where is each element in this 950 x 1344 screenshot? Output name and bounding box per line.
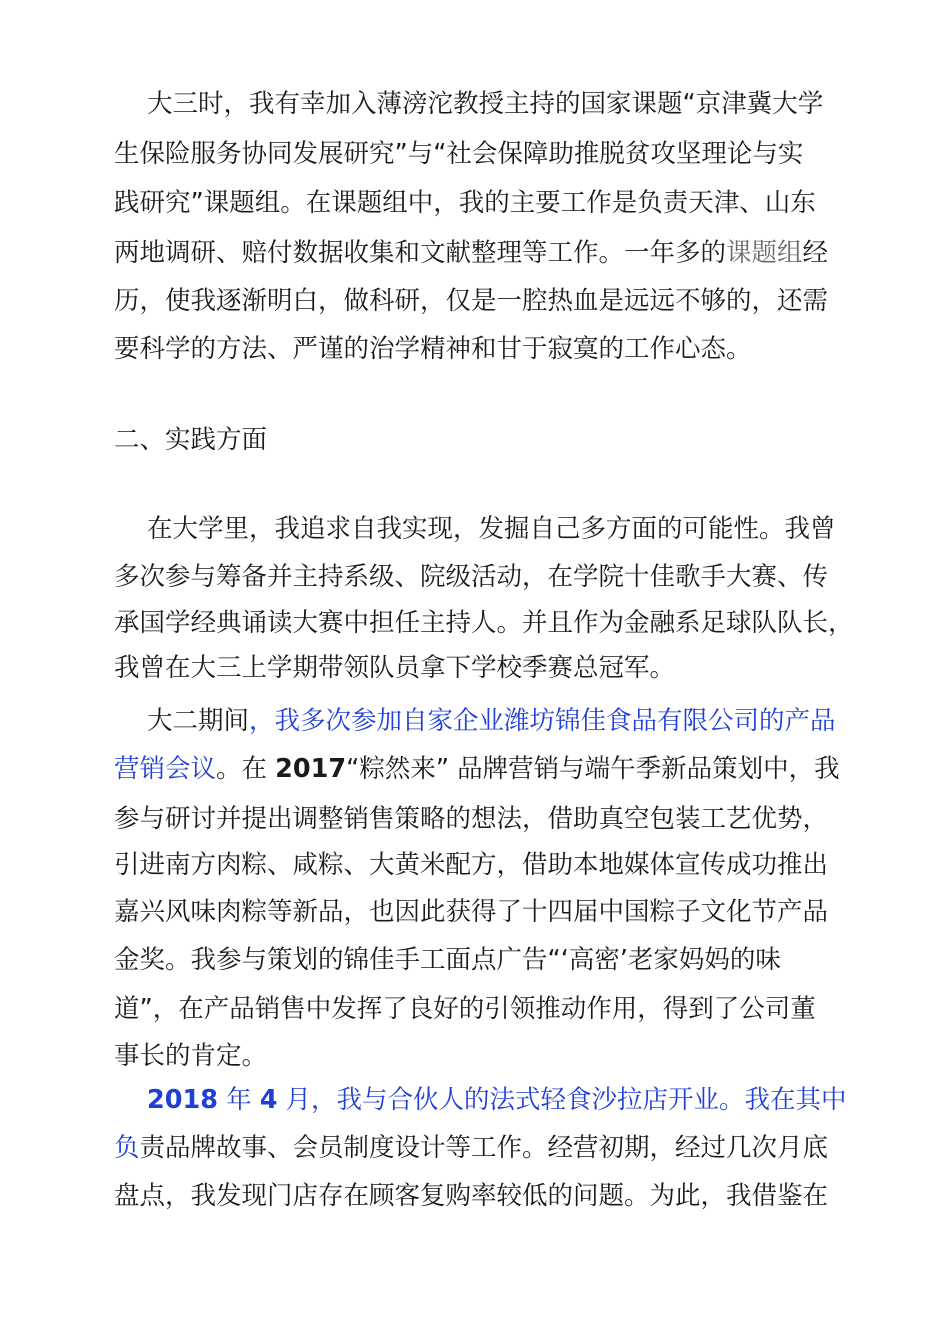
highlighted-text: 负 xyxy=(114,1133,140,1163)
highlighted-text: ，我多次参加自家企业潍坊锦佳食品有限公司的产品 xyxy=(249,706,836,736)
paragraph-line: 大三时，我有幸加入薄滂沱教授主持的国家课题“京津冀大学 xyxy=(147,89,824,119)
paragraph-line: 承国学经典诵读大赛中担任主持人。并且作为金融系足球队队长， xyxy=(114,608,854,638)
year-text: 2017 xyxy=(275,754,347,784)
paragraph-line: 盘点，我发现门店存在顾客复购率较低的问题。为此，我借鉴在 xyxy=(114,1181,829,1211)
paragraph-line xyxy=(114,237,828,269)
paragraph-line: 历，使我逐渐明白，做科研，仅是一腔热血是远远不够的，还需 xyxy=(114,286,829,316)
paragraph-line: 引进南方肉粽、咸粽、大黄米配方，借助本地媒体宣传成功推出 xyxy=(114,850,829,880)
text-run: 经 xyxy=(802,238,829,268)
text-run: “粽然来” 品牌营销与端午季新品策划中，我 xyxy=(346,754,840,784)
paragraph-line: 要科学的方法、严谨的治学精神和甘于寂寞的工作心态。 xyxy=(114,334,752,364)
paragraph-line xyxy=(147,1084,847,1116)
paragraph-line: 参与研讨并提出调整销售策略的想法，借助真空包装工艺优势， xyxy=(114,804,829,834)
paragraph-line: 嘉兴风味肉粽等新品，也因此获得了十四届中国粽子文化节产品 xyxy=(114,897,829,927)
text-run: 责品牌故事、会员制度设计等工作。经营初期，经过几次月底 xyxy=(139,1133,829,1163)
text-run: 。在 xyxy=(216,754,276,784)
muted-text: 课题组 xyxy=(726,238,803,268)
paragraph-line: 生保险服务协同发展研究”与“社会保障助推脱贫攻坚理论与实 xyxy=(114,139,804,169)
paragraph-line: 多次参与筹备并主持系级、院级活动，在学院十佳歌手大赛、传 xyxy=(114,562,829,592)
paragraph-line: 金奖。我参与策划的锦佳手工面点广告“‘高密’老家妈妈的味 xyxy=(114,945,781,975)
text-run: 年 xyxy=(217,1085,260,1115)
highlighted-text: 营销会议 xyxy=(114,754,217,784)
year-text: 2018 xyxy=(147,1085,218,1115)
highlighted-text: 月，我与合伙人的法式轻食沙拉店开业。我在其中 xyxy=(277,1085,847,1115)
section-heading: 二、实践方面 xyxy=(114,425,268,455)
text-run: 两地调研、赔付数据收集和文献整理等工作。一年多的 xyxy=(114,238,727,268)
paragraph-line: 我曾在大三上学期带领队员拿下学校季赛总冠军。 xyxy=(114,653,676,683)
paragraph-line xyxy=(114,1132,828,1164)
text-run: 大二期间 xyxy=(147,706,250,736)
paragraph-line: 事长的肯定。 xyxy=(114,1041,268,1071)
paragraph-line: 道”，在产品销售中发挥了良好的引领推动作用，得到了公司董 xyxy=(114,994,816,1024)
paragraph-line xyxy=(147,705,836,737)
paragraph-line: 在大学里，我追求自我实现，发掘自己多方面的可能性。我曾 xyxy=(147,514,836,544)
paragraph-line xyxy=(114,753,840,785)
month-text: 4 xyxy=(259,1085,278,1115)
paragraph-line: 践研究”课题组。在课题组中，我的主要工作是负责天津、山东 xyxy=(114,188,816,218)
